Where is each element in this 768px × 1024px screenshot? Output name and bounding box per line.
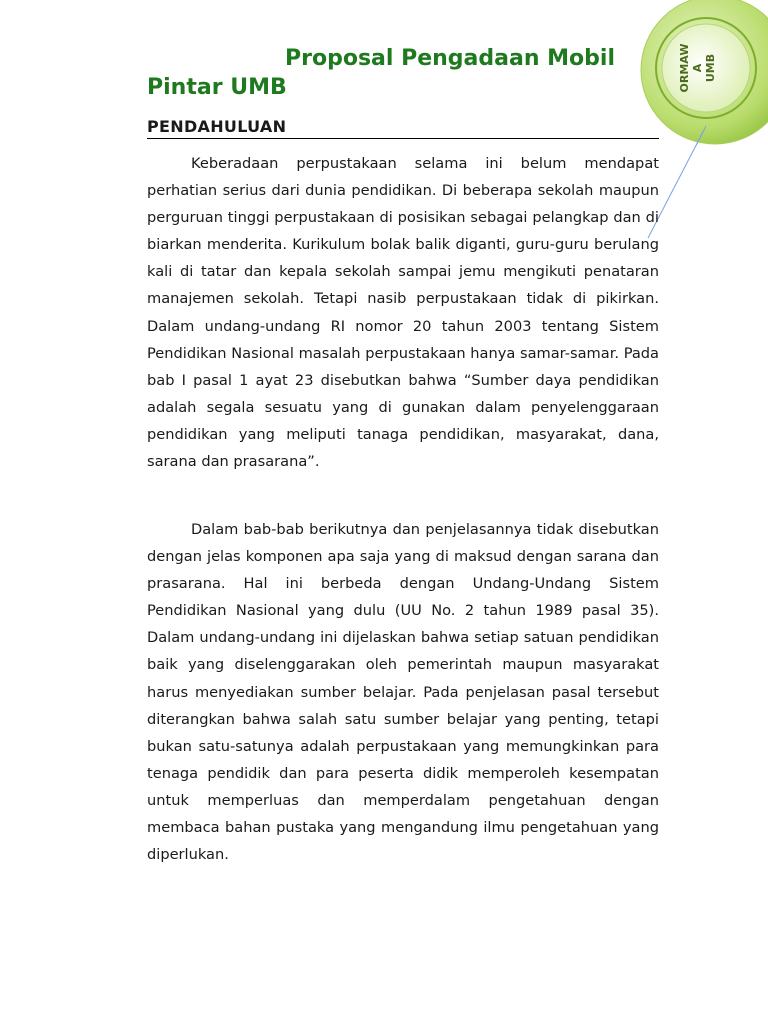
section-heading: PENDAHULUAN (147, 117, 659, 139)
badge-text-line-1: ORMAW (678, 43, 691, 93)
body-paragraph-1: Keberadaan perpustakaan selama ini belum mendapat perhatian serius dari dunia pendidikan. Di beberapa sekolah maupun perguruan tinggi perpustakaan di posisikan sebagai pelangkap dan di biarkan menderita. Kurikulum bolak balik diganti, guru-guru berulang kali di tatar dan kepala sekolah sampai jemu mengikuti penataran manajemen sekolah. Tetapi nasib perpustakaan tidak di pikirkan. Dalam undang-undang RI nomor 20 tahun 2003 tentang Sistem Pendidikan Nasional masalah perpustakaan hanya samar-samar. Pada bab I pasal 1 ayat 23 disebutkan bahwa “Sumber daya pendidikan adalah segala sesuatu yang di gunakan dalam penyelenggaraan pendidikan yang meliputi tanaga pendidikan, masyarakat, dana, sarana dan prasarana”. (147, 155, 659, 471)
body-paragraph-2: Dalam bab-bab berikutnya dan penjelasannya tidak disebutkan dengan jelas komponen apa saja yang di maksud dengan sarana dan prasarana. Hal ini berbeda dengan Undang-Undang Sistem Pendidikan Nasional yang dulu (UU No. 2 tahun 1989 pasal 35). Dalam undang-undang ini dijelaskan bahwa setiap satuan pendidikan baik yang diselenggarakan oleh pemerintah maupun masyarakat harus menyediakan sumber belajar. Pada penjelasan pasal tersebut diterangkan bahwa salah satu sumber belajar yang penting, tetapi bukan satu-satunya adalah perpustakaan yang memungkinkan para tenaga pendidik dan para peserta didik memperoleh kesempatan untuk memperluas dan memperdalam pengetahuan dengan membaca bahan pustaka yang mengandung ilmu pengetahuan yang diperlukan. (147, 521, 659, 864)
title-line-1: Proposal Pengadaan Mobil (285, 46, 615, 71)
badge-text-line-2: A (691, 63, 704, 73)
badge-text-line-3: UMB (704, 53, 717, 83)
title-line-2: Pintar UMB (147, 75, 287, 100)
document-title (147, 44, 652, 102)
